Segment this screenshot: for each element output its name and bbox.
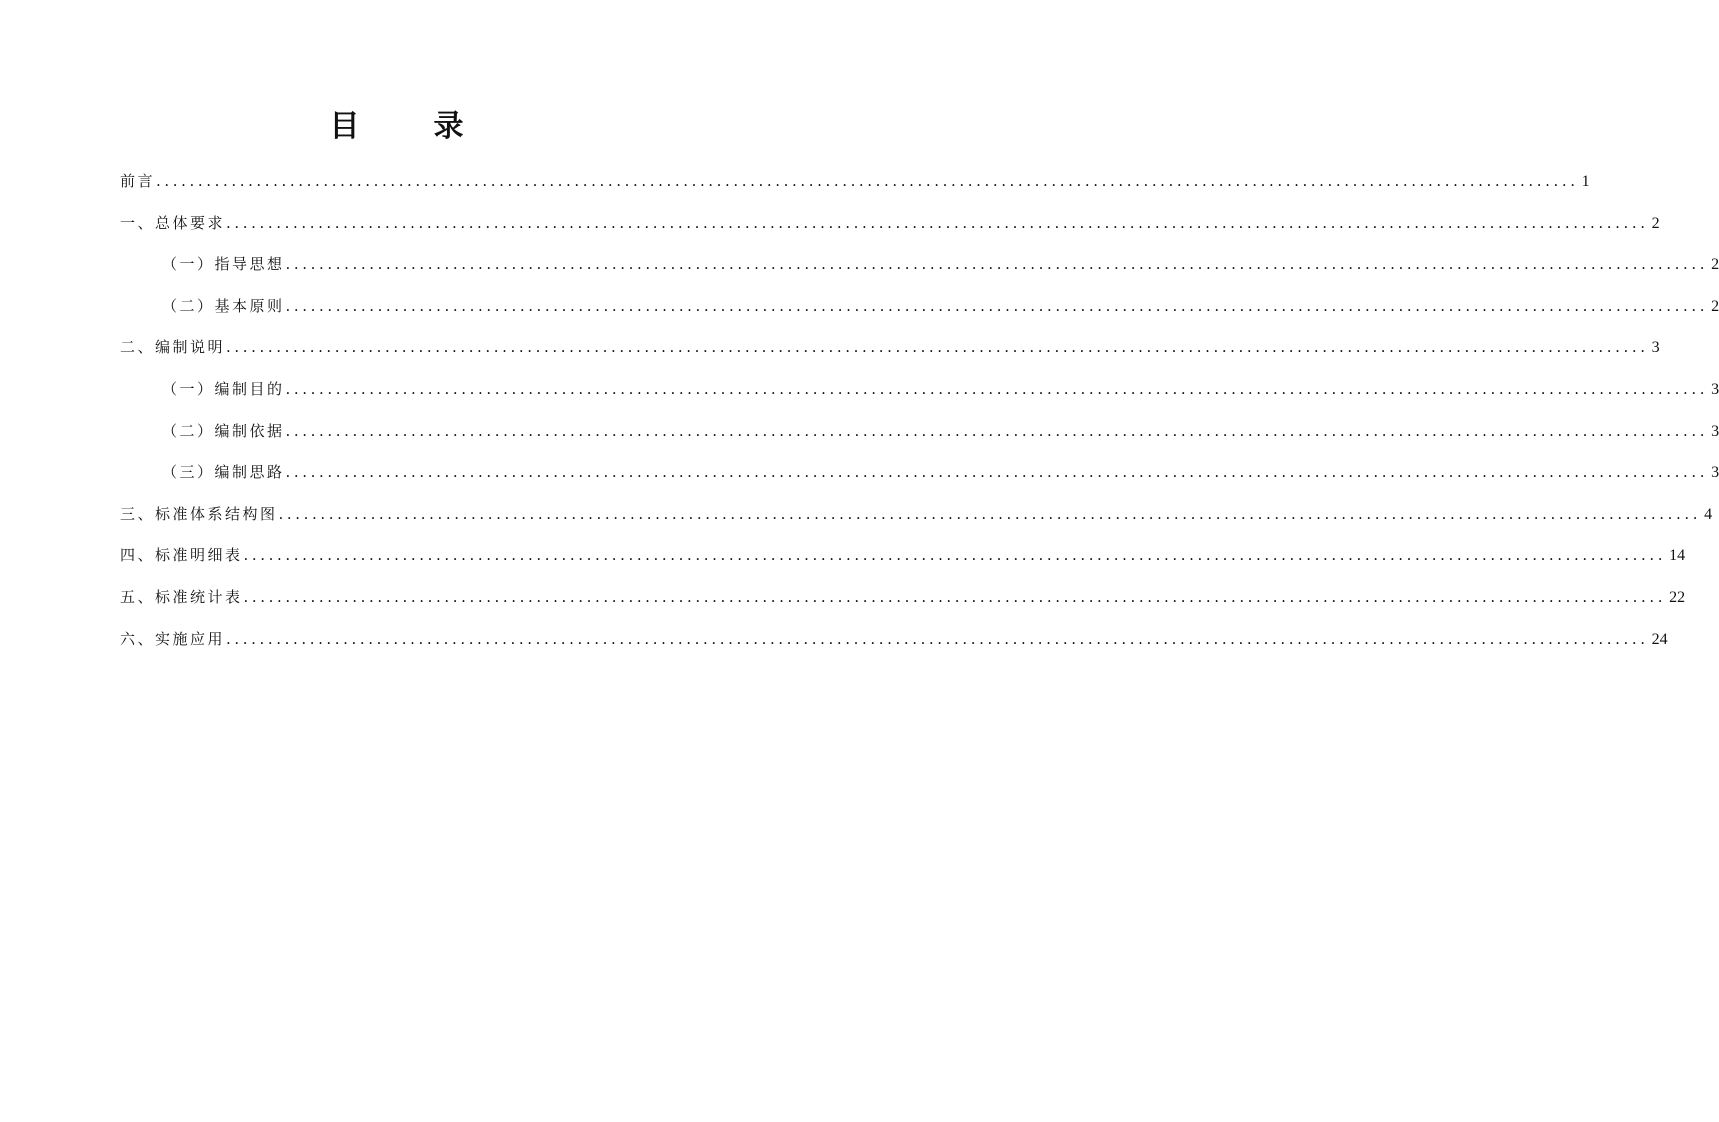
toc-entry-label: （一）编制目的 <box>162 379 285 398</box>
toc-entry-label: 前言 <box>120 172 156 190</box>
toc-entry-label: 二、编制说明 <box>120 338 226 357</box>
toc-entry-label: （二）编制依据 <box>162 421 285 440</box>
toc-dot-leader: .......................................................................................................................................................................... <box>285 421 1709 440</box>
toc-page-number: 1 <box>1581 173 1590 190</box>
toc-dot-leader: .......................................................................................................................................................................... <box>226 213 1649 232</box>
toc-entry[interactable] <box>120 582 1686 624</box>
toc-entry[interactable] <box>120 208 1660 250</box>
toc-dot-leader: .......................................................................................................................................................................... <box>226 629 1649 648</box>
toc-entry-label: （三）编制思路 <box>162 463 285 482</box>
toc-subentry[interactable] <box>120 416 1719 458</box>
toc-entry[interactable] <box>120 624 1668 666</box>
toc-page-number: 3 <box>1711 422 1719 440</box>
toc-dot-leader: .......................................................................................................................................................................... <box>285 255 1709 274</box>
toc-subentry[interactable] <box>120 457 1719 499</box>
toc-page-number: 14 <box>1669 547 1686 565</box>
toc-subentry[interactable] <box>120 374 1719 416</box>
toc-entry-label: 一、总体要求 <box>120 213 226 232</box>
toc-entry[interactable] <box>120 540 1686 582</box>
toc-entry-label: 四、标准明细表 <box>120 546 243 565</box>
toc-entry-label: 六、实施应用 <box>120 629 226 648</box>
toc-page-number: 2 <box>1711 297 1719 315</box>
toc-dot-leader: .......................................................................................................................................................................... <box>285 379 1709 398</box>
toc-page-number: 2 <box>1711 256 1719 274</box>
toc-dot-leader: .......................................................................................................................................................................... <box>243 546 1667 565</box>
toc-dot-leader: .......................................................................................................................................................................... <box>243 587 1667 606</box>
toc-dot-leader: .......................................................................................................................................................................... <box>156 172 1579 190</box>
toc-page-number: 3 <box>1711 380 1719 398</box>
toc-dot-leader: .......................................................................................................................................................................... <box>226 338 1649 357</box>
toc-entry[interactable] <box>120 499 1713 541</box>
toc-subentry[interactable] <box>120 291 1719 333</box>
toc-entry-label: 五、标准统计表 <box>120 587 243 606</box>
toc-subentry[interactable] <box>120 249 1719 291</box>
toc-page-number: 2 <box>1651 214 1660 232</box>
toc-dot-leader: .......................................................................................................................................................................... <box>285 463 1709 482</box>
toc-page-number: 22 <box>1669 588 1686 606</box>
toc-entry[interactable] <box>120 166 1590 208</box>
toc-page-number: 3 <box>1711 464 1719 482</box>
toc-page-number: 24 <box>1651 630 1668 648</box>
toc-title: 目 录 <box>329 109 486 144</box>
toc-dot-leader: .......................................................................................................................................................................... <box>285 296 1709 315</box>
toc-entry-label: （一）指导思想 <box>162 255 285 274</box>
toc-entry-label: （二）基本原则 <box>162 296 285 315</box>
toc-dot-leader: .......................................................................................................................................................................... <box>278 504 1702 523</box>
table-of-contents <box>120 166 1719 665</box>
toc-entry-label: 三、标准体系结构图 <box>120 504 278 523</box>
toc-page-number: 4 <box>1704 505 1713 523</box>
toc-entry[interactable] <box>120 332 1660 374</box>
toc-page-number: 3 <box>1651 339 1660 357</box>
